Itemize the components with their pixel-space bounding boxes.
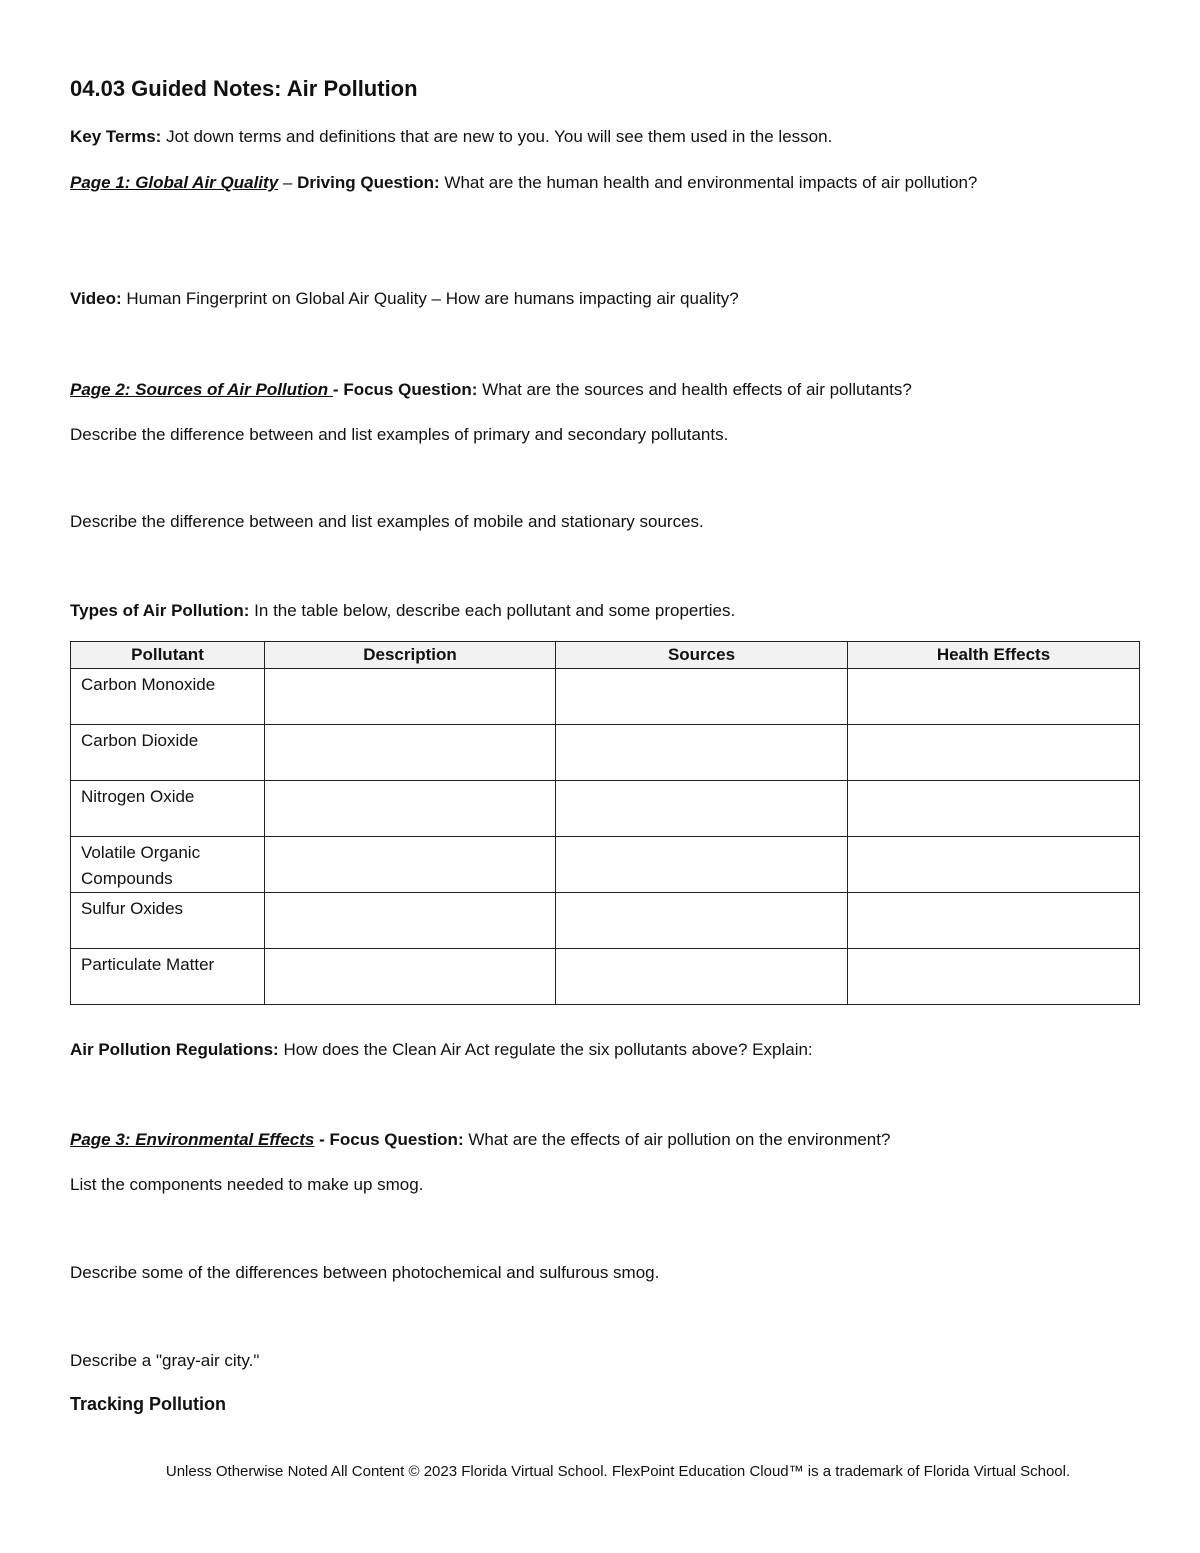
column-header-health-effects: Health Effects — [848, 642, 1140, 669]
page3-prompt-smog-components: List the components needed to make up smog. — [70, 1175, 424, 1194]
table-row — [71, 781, 1140, 837]
table-row — [71, 949, 1140, 1005]
table-row — [71, 669, 1140, 725]
types-text: In the table below, describe each pollutant and some properties. — [249, 601, 736, 620]
sources-cell[interactable] — [556, 893, 848, 949]
page2-prompt-primary-secondary: Describe the difference between and list examples of primary and secondary pollutants. — [70, 425, 729, 444]
pollutant-name: Particulate Matter — [71, 949, 265, 1005]
pollutant-name: Sulfur Oxides — [71, 893, 265, 949]
video-label: Video: — [70, 289, 122, 308]
tracking-pollution-heading: Tracking Pollution — [70, 1394, 227, 1414]
page3-line — [70, 1130, 890, 1150]
column-header-sources: Sources — [556, 642, 848, 669]
description-cell[interactable] — [265, 669, 556, 725]
table-row — [71, 725, 1140, 781]
sources-cell[interactable] — [556, 781, 848, 837]
column-header-description: Description — [265, 642, 556, 669]
sources-cell[interactable] — [556, 949, 848, 1005]
sources-cell[interactable] — [556, 725, 848, 781]
page1-question: What are the human health and environmental impacts of air pollution? — [439, 173, 978, 192]
sources-cell[interactable] — [556, 669, 848, 725]
health-effects-cell[interactable] — [848, 781, 1140, 837]
page1-separator: – — [278, 173, 298, 192]
health-effects-cell[interactable] — [848, 837, 1140, 893]
table-header-row — [71, 642, 1140, 669]
page2-heading: Page 2: Sources of Air Pollution — [70, 380, 333, 399]
regulations-line — [70, 1040, 813, 1060]
sources-cell[interactable] — [556, 837, 848, 893]
health-effects-cell[interactable] — [848, 725, 1140, 781]
footer-copyright: Unless Otherwise Noted All Content © 2023 Florida Virtual School. FlexPoint Education Cloud™ is a trademark of Florida Virtual School. — [165, 1463, 1071, 1480]
pollutant-name: Nitrogen Oxide — [71, 781, 265, 837]
page-title: 04.03 Guided Notes: Air Pollution — [70, 76, 418, 101]
page2-separator: - — [332, 380, 344, 399]
pollutant-name: Volatile Organic Compounds — [71, 837, 265, 893]
page1-line — [70, 168, 1070, 198]
types-label: Types of Air Pollution: — [70, 601, 250, 620]
table-row — [71, 893, 1140, 949]
key-terms-label: Key Terms: — [70, 127, 162, 146]
video-text: Human Fingerprint on Global Air Quality – How are humans impacting air quality? — [121, 289, 739, 308]
table-row — [71, 837, 1140, 893]
page3-separator: - — [314, 1130, 330, 1149]
page3-prompt-smog-differences: Describe some of the differences between photochemical and sulfurous smog. — [70, 1263, 660, 1282]
pollutant-name: Carbon Dioxide — [71, 725, 265, 781]
page2-question: What are the sources and health effects of air pollutants? — [477, 380, 912, 399]
description-cell[interactable] — [265, 781, 556, 837]
page1-question-label: Driving Question: — [297, 173, 440, 192]
description-cell[interactable] — [265, 725, 556, 781]
key-terms-line — [70, 127, 832, 147]
description-cell[interactable] — [265, 949, 556, 1005]
page2-prompt-mobile-stationary: Describe the difference between and list examples of mobile and stationary sources. — [70, 512, 704, 531]
key-terms-text: Jot down terms and definitions that are new to you. You will see them used in the lesson. — [161, 127, 833, 146]
column-header-pollutant: Pollutant — [71, 642, 265, 669]
video-line — [70, 289, 739, 309]
health-effects-cell[interactable] — [848, 669, 1140, 725]
regulations-label: Air Pollution Regulations: — [70, 1040, 279, 1059]
page3-prompt-gray-air-city: Describe a "gray-air city." — [70, 1351, 260, 1370]
health-effects-cell[interactable] — [848, 949, 1140, 1005]
pollutant-name: Carbon Monoxide — [71, 669, 265, 725]
page3-heading: Page 3: Environmental Effects — [70, 1130, 315, 1149]
health-effects-cell[interactable] — [848, 893, 1140, 949]
page3-question-label: Focus Question: — [329, 1130, 464, 1149]
types-line — [70, 601, 735, 621]
page1-heading: Page 1: Global Air Quality — [70, 173, 279, 192]
page2-question-label: Focus Question: — [343, 380, 478, 399]
page3-question: What are the effects of air pollution on the environment? — [463, 1130, 891, 1149]
description-cell[interactable] — [265, 893, 556, 949]
description-cell[interactable] — [265, 837, 556, 893]
regulations-text: How does the Clean Air Act regulate the six pollutants above? Explain: — [278, 1040, 813, 1059]
page2-line — [70, 380, 912, 400]
pollutant-table — [70, 641, 1140, 1005]
